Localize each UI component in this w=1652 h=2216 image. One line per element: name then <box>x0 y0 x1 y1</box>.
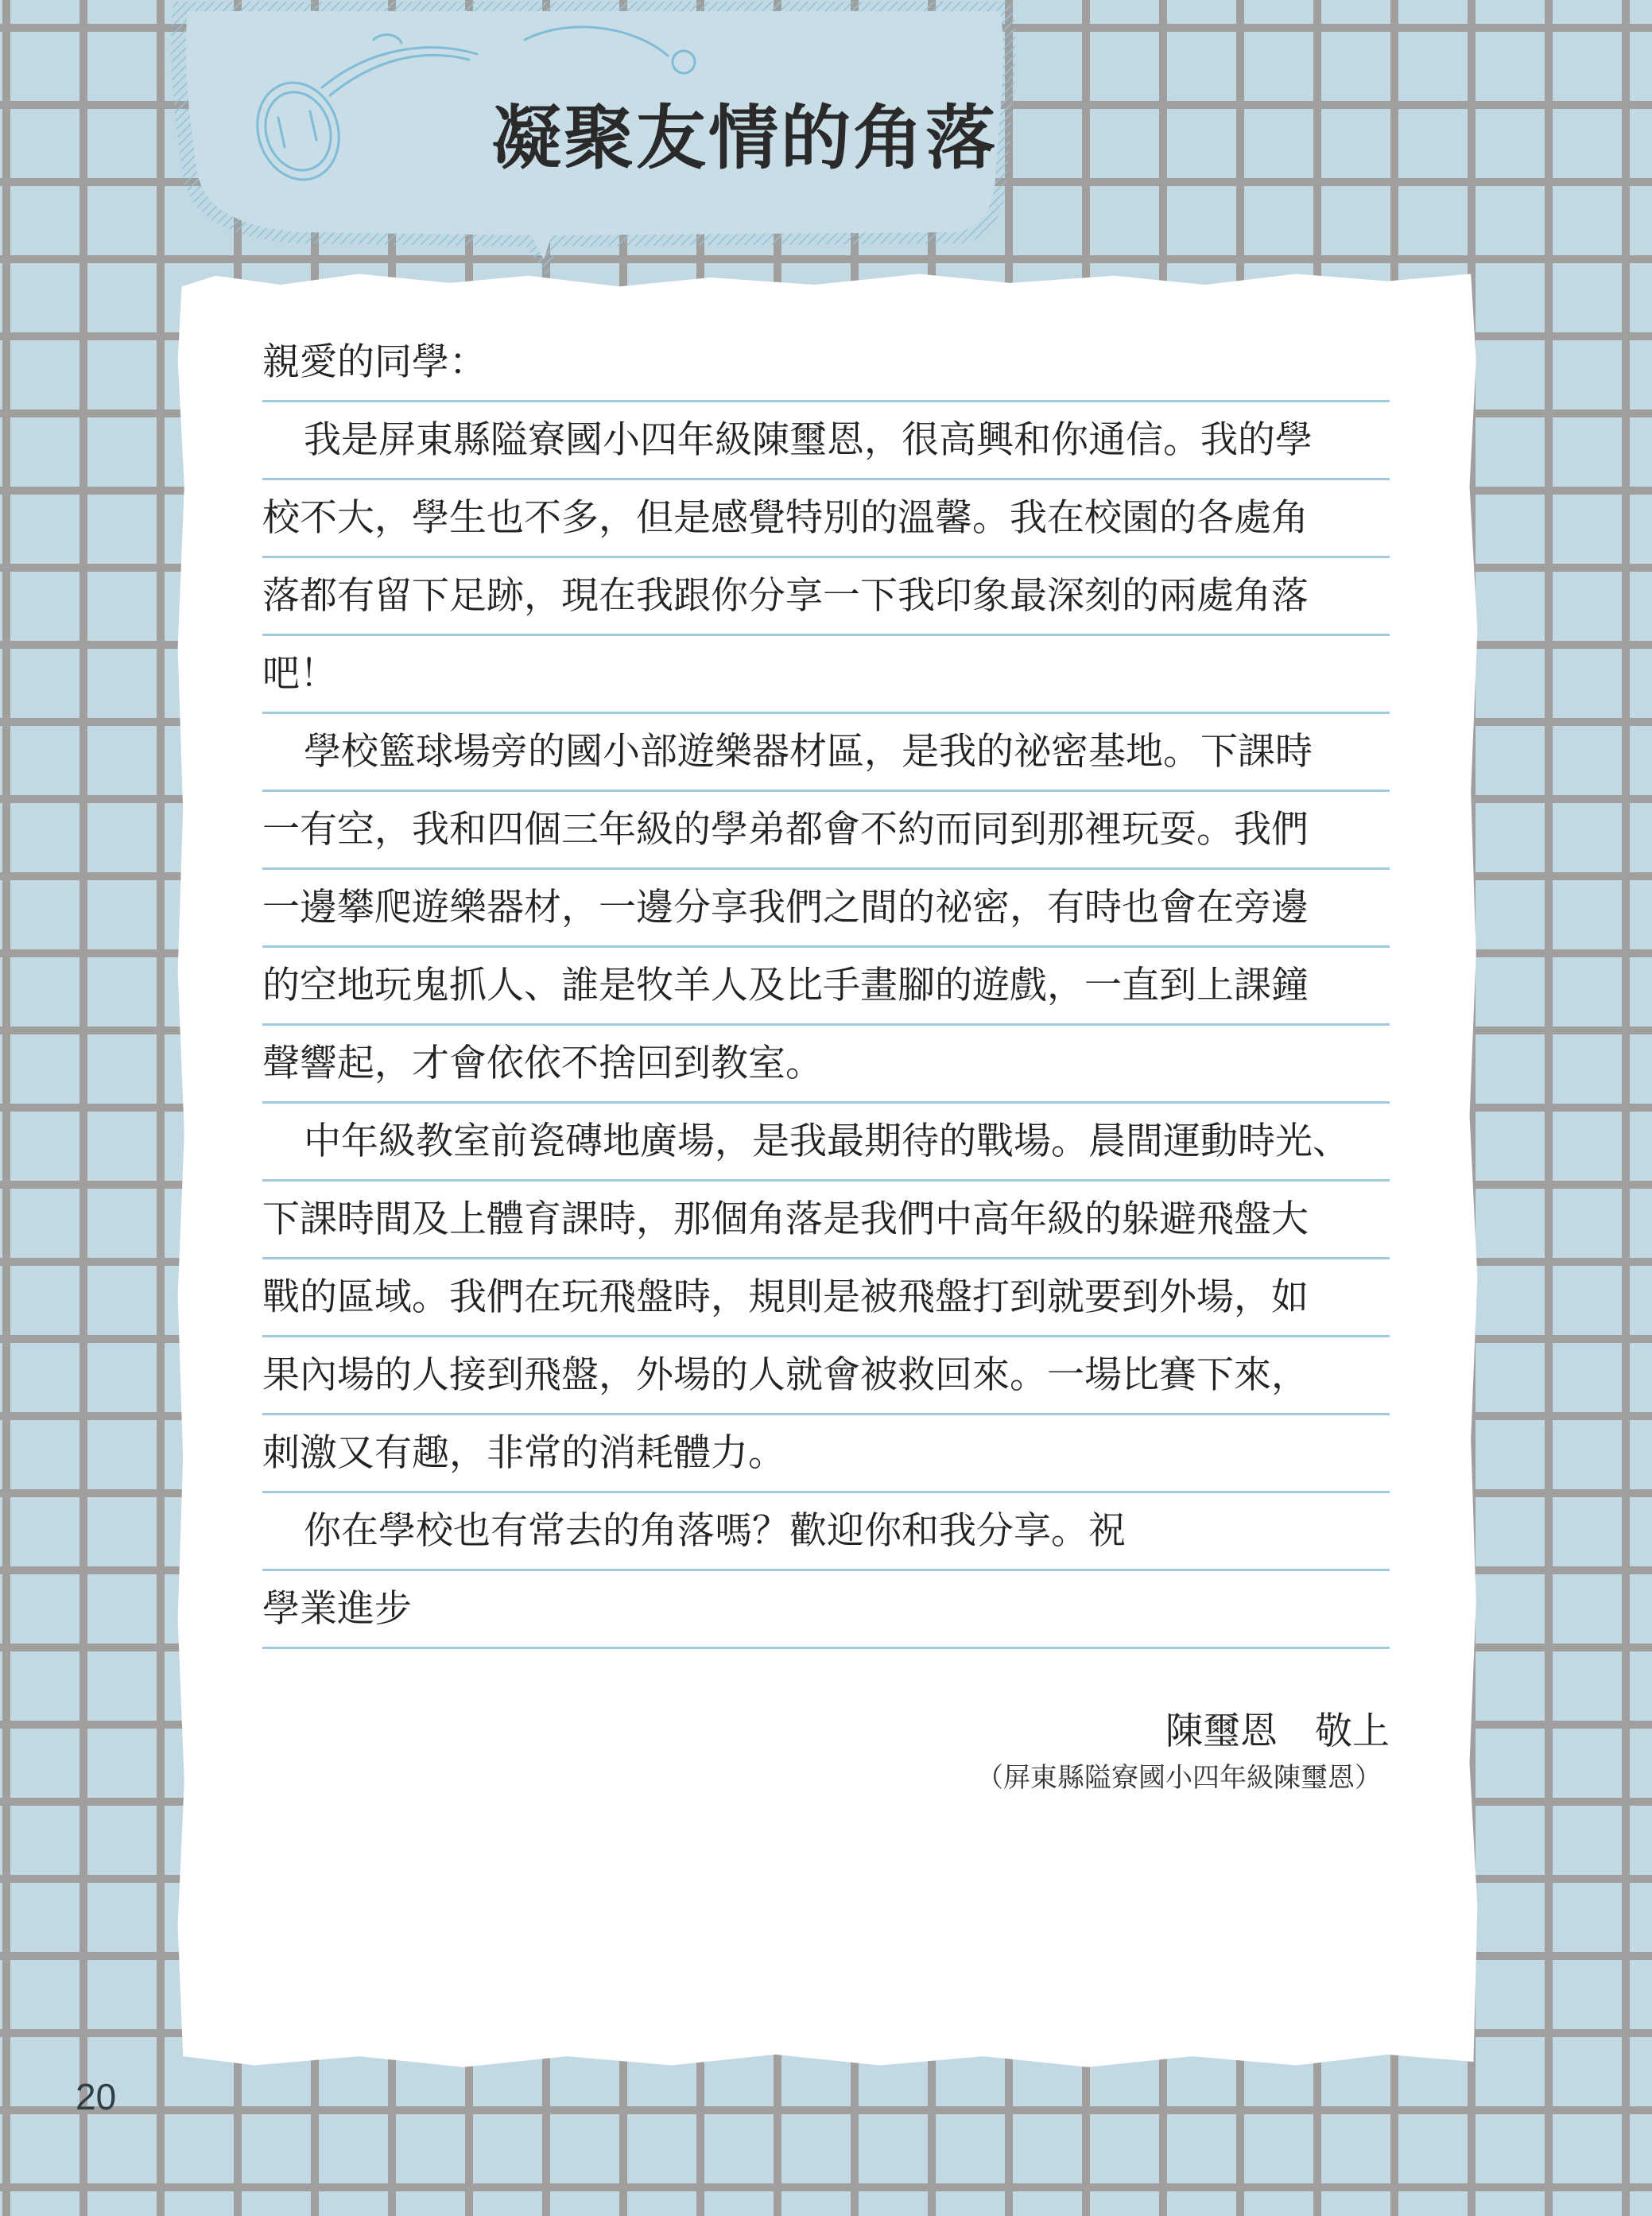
letter-signature: 陳璽恩 敬上 <box>1165 1710 1390 1753</box>
letter-line: 學業進步 <box>262 1571 1390 1649</box>
letter-line: 聲響起，才會依依不捨回到教室。 <box>262 1026 1390 1104</box>
letter-line: 一邊攀爬遊樂器材，一邊分享我們之間的祕密，有時也會在旁邊 <box>262 870 1390 948</box>
letter-line: 落都有留下足跡，現在我跟你分享一下我印象最深刻的兩處角落 <box>262 558 1390 636</box>
letter-line: 我是屏東縣隘寮國小四年級陳璽恩，很高興和你通信。我的學 <box>262 402 1390 480</box>
letter-line: 親愛的同學： <box>262 324 1390 402</box>
letter-line: 的空地玩鬼抓人、誰是牧羊人及比手畫腳的遊戲，一直到上課鐘 <box>262 948 1390 1026</box>
page-number: 20 <box>76 2076 117 2117</box>
letter-line: 刺激又有趣，非常的消耗體力。 <box>262 1415 1390 1493</box>
letter-line: 學校籃球場旁的國小部遊樂器材區，是我的祕密基地。下課時 <box>262 714 1390 792</box>
letter-line: 校不大，學生也不多，但是感覺特別的溫馨。我在校園的各處角 <box>262 480 1390 558</box>
title-speech-bubble <box>159 0 1026 278</box>
letter-line: 你在學校也有常去的角落嗎？歡迎你和我分享。祝 <box>262 1493 1390 1571</box>
letter-line: 果內場的人接到飛盤，外場的人就會被救回來。一場比賽下來， <box>262 1337 1390 1415</box>
letter-line: 一有空，我和四個三年級的學弟都會不約而同到那裡玩耍。我們 <box>262 792 1390 870</box>
page-title: 凝聚友情的角落 <box>491 97 999 179</box>
letter-line: 戰的區域。我們在玩飛盤時，規則是被飛盤打到就要到外場，如 <box>262 1259 1390 1337</box>
letter-line: 吧！ <box>262 636 1390 714</box>
author-credit: （屏東縣隘寮國小四年級陳璽恩） <box>976 1762 1382 1794</box>
letter-body <box>262 324 1390 1649</box>
letter-line: 中年級教室前瓷磚地廣場，是我最期待的戰場。晨間運動時光、 <box>262 1104 1390 1182</box>
letter-line: 下課時間及上體育課時，那個角落是我們中高年級的躲避飛盤大 <box>262 1182 1390 1259</box>
